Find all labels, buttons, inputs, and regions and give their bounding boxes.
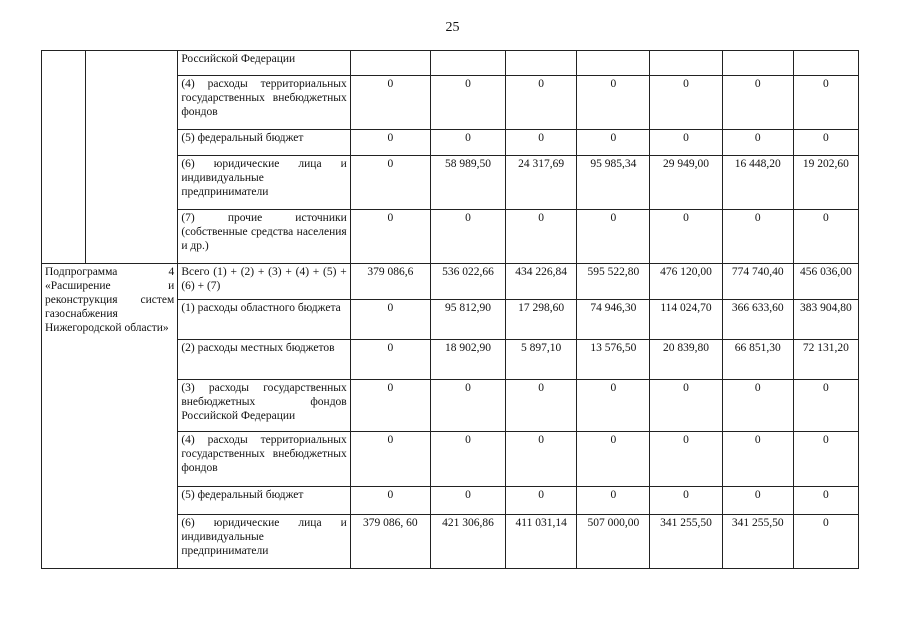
value-cell: 0 — [430, 487, 505, 515]
funding-source-cell: (2) расходы местных бюджетов — [178, 340, 350, 380]
value-cell: 476 120,00 — [650, 264, 722, 300]
value-cell: 0 — [350, 380, 430, 432]
value-cell: 379 086, 60 — [350, 515, 430, 569]
funding-source-cell: (5) федеральный бюджет — [178, 130, 350, 156]
value-cell: 507 000,00 — [577, 515, 650, 569]
value-cell: 0 — [350, 210, 430, 264]
value-cell: 0 — [350, 300, 430, 340]
budget-table — [41, 50, 859, 569]
funding-source-cell: (6) юридические лица и индивидуальные предприниматели — [178, 156, 350, 210]
value-cell: 13 576,50 — [577, 340, 650, 380]
subprogram-name-cell: Подпрограмма 4 «Расширение и реконструкция систем газоснабжения Нижегородской области» — [42, 264, 178, 569]
funding-source-cell: (1) расходы областного бюджета — [178, 300, 350, 340]
value-cell — [577, 51, 650, 76]
value-cell — [350, 51, 430, 76]
value-cell: 0 — [650, 76, 722, 130]
value-cell: 0 — [350, 432, 430, 487]
value-cell: 0 — [350, 76, 430, 130]
value-cell: 0 — [793, 130, 858, 156]
value-cell: 24 317,69 — [506, 156, 577, 210]
value-cell: 595 522,80 — [577, 264, 650, 300]
funding-source-cell: (4) расходы территориальных государственных внебюджетных фондов — [178, 432, 350, 487]
value-cell: 0 — [577, 210, 650, 264]
value-cell: 66 851,30 — [722, 340, 793, 380]
value-cell — [430, 51, 505, 76]
value-cell: 95 812,90 — [430, 300, 505, 340]
value-cell: 536 022,66 — [430, 264, 505, 300]
value-cell: 0 — [722, 487, 793, 515]
value-cell: 0 — [577, 380, 650, 432]
value-cell: 0 — [506, 130, 577, 156]
value-cell: 0 — [430, 130, 505, 156]
value-cell: 0 — [350, 156, 430, 210]
value-cell: 74 946,30 — [577, 300, 650, 340]
value-cell: 0 — [350, 130, 430, 156]
value-cell: 0 — [722, 210, 793, 264]
value-cell: 383 904,80 — [793, 300, 858, 340]
value-cell: 0 — [506, 210, 577, 264]
value-cell: 0 — [793, 487, 858, 515]
value-cell: 0 — [722, 432, 793, 487]
page-number: 25 — [445, 20, 460, 35]
funding-source-cell: (3) расходы государственных внебюджетных фондов Российской Федерации — [178, 380, 350, 432]
value-cell: 29 949,00 — [650, 156, 722, 210]
value-cell: 341 255,50 — [722, 515, 793, 569]
value-cell: 0 — [350, 487, 430, 515]
value-cell: 341 255,50 — [650, 515, 722, 569]
value-cell: 20 839,80 — [650, 340, 722, 380]
value-cell: 114 024,70 — [650, 300, 722, 340]
value-cell: 5 897,10 — [506, 340, 577, 380]
value-cell: 379 086,6 — [350, 264, 430, 300]
funding-source-cell: (7) прочие источники (собственные средства населения и др.) — [178, 210, 350, 264]
value-cell: 19 202,60 — [793, 156, 858, 210]
value-cell: 0 — [430, 210, 505, 264]
value-cell: 0 — [650, 130, 722, 156]
value-cell: 72 131,20 — [793, 340, 858, 380]
value-cell: 95 985,34 — [577, 156, 650, 210]
value-cell: 0 — [506, 76, 577, 130]
value-cell: 0 — [577, 130, 650, 156]
value-cell: 18 902,90 — [430, 340, 505, 380]
table-row — [42, 264, 859, 300]
value-cell: 0 — [793, 76, 858, 130]
value-cell: 0 — [722, 130, 793, 156]
value-cell: 0 — [793, 210, 858, 264]
value-cell: 0 — [430, 380, 505, 432]
value-cell — [793, 51, 858, 76]
value-cell: 0 — [506, 487, 577, 515]
value-cell: 0 — [577, 487, 650, 515]
value-cell: 0 — [506, 380, 577, 432]
value-cell: 456 036,00 — [793, 264, 858, 300]
table-row — [42, 51, 859, 76]
funding-source-cell: (4) расходы территориальных государственных внебюджетных фондов — [178, 76, 350, 130]
funding-source-cell: Российской Федерации — [178, 51, 350, 76]
value-cell: 0 — [650, 432, 722, 487]
value-cell — [506, 51, 577, 76]
value-cell: 0 — [650, 380, 722, 432]
funding-source-cell: Всего (1) + (2) + (3) + (4) + (5) + (6) + (7) — [178, 264, 350, 300]
value-cell — [722, 51, 793, 76]
value-cell: 17 298,60 — [506, 300, 577, 340]
value-cell: 0 — [793, 432, 858, 487]
value-cell: 0 — [650, 210, 722, 264]
value-cell: 0 — [430, 432, 505, 487]
value-cell: 0 — [430, 76, 505, 130]
value-cell: 0 — [793, 380, 858, 432]
value-cell: 774 740,40 — [722, 264, 793, 300]
value-cell: 0 — [793, 515, 858, 569]
value-cell: 421 306,86 — [430, 515, 505, 569]
value-cell: 411 031,14 — [506, 515, 577, 569]
value-cell: 0 — [722, 380, 793, 432]
value-cell: 366 633,60 — [722, 300, 793, 340]
value-cell: 16 448,20 — [722, 156, 793, 210]
value-cell: 0 — [577, 432, 650, 487]
value-cell: 58 989,50 — [430, 156, 505, 210]
empty-number-cell — [42, 51, 86, 264]
value-cell: 0 — [506, 432, 577, 487]
table-body — [42, 51, 859, 569]
value-cell — [650, 51, 722, 76]
funding-source-cell: (5) федеральный бюджет — [178, 487, 350, 515]
funding-source-cell: (6) юридические лица и индивидуальные предприниматели — [178, 515, 350, 569]
value-cell: 0 — [722, 76, 793, 130]
value-cell: 0 — [350, 340, 430, 380]
value-cell: 0 — [577, 76, 650, 130]
value-cell: 0 — [650, 487, 722, 515]
value-cell: 434 226,84 — [506, 264, 577, 300]
empty-program-cell — [86, 51, 178, 264]
